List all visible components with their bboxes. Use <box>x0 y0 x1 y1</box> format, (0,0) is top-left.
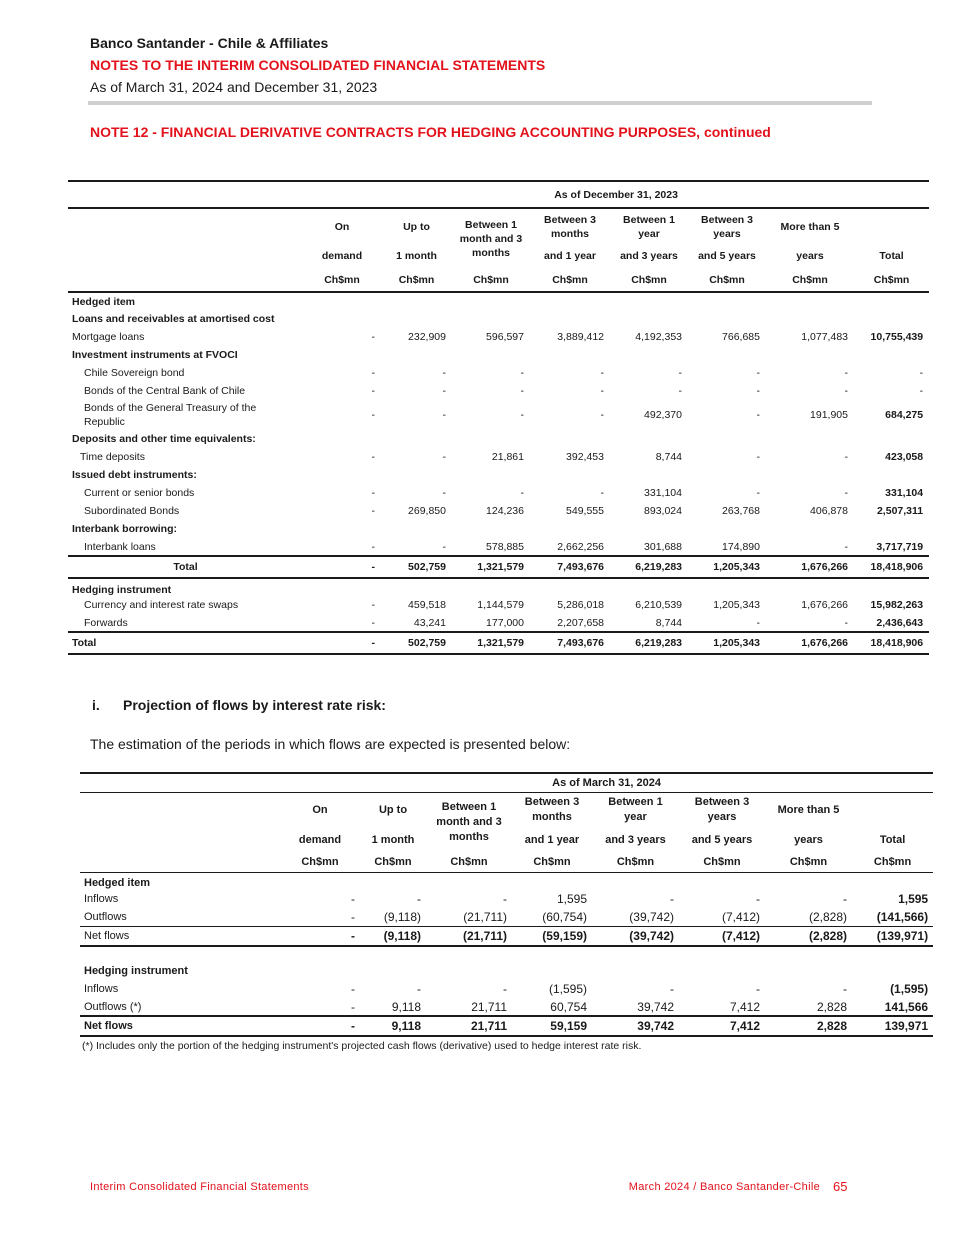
flow-projection-table-mar-2024 <box>80 772 933 1037</box>
cell: 21,711 <box>426 1016 512 1036</box>
cell: 6,219,283 <box>610 632 688 654</box>
col-header: Total <box>879 834 906 846</box>
row-label: Currency and interest rate swaps <box>84 599 239 611</box>
cell: (21,711) <box>463 909 507 924</box>
page-number: 65 <box>833 1179 848 1194</box>
cell: 124,236 <box>486 505 524 517</box>
cell: (59,159) <box>512 926 592 946</box>
col-header: Between 1 month and 3 months <box>436 800 502 843</box>
unit-label: Ch$mn <box>360 852 426 872</box>
col-header: and 3 years <box>620 250 678 262</box>
col-header: and 5 years <box>691 834 753 846</box>
cell: - <box>844 385 848 397</box>
cell: - <box>844 451 848 463</box>
unit-label: Ch$mn <box>426 852 512 872</box>
cell-total: - <box>919 367 924 379</box>
unit-label: Ch$mn <box>530 268 610 292</box>
col-header: Up to <box>403 220 430 233</box>
cell: - <box>303 632 381 654</box>
section-row <box>68 310 929 328</box>
row-label: Current or senior bonds <box>84 487 195 499</box>
row-label: Chile Sovereign bond <box>84 367 185 379</box>
section-row <box>68 430 929 448</box>
cell: - <box>417 892 421 906</box>
col-header: 1 month <box>396 250 437 262</box>
cell: 9,118 <box>391 999 421 1014</box>
cell: 7,412 <box>679 1016 765 1036</box>
footer-right: March 2024 / Banco Santander-Chile <box>628 1181 820 1193</box>
cell-total: 2,507,311 <box>876 505 924 517</box>
grand-total-row <box>68 632 929 654</box>
cell: - <box>280 926 360 946</box>
section-row <box>68 292 929 310</box>
cell: (9,118) <box>383 909 421 924</box>
cell: - <box>371 540 375 553</box>
hedged-items-table-dec-2023 <box>68 180 929 655</box>
table-row <box>68 614 929 632</box>
cell: 578,885 <box>486 540 524 553</box>
cell-total: 141,566 <box>884 999 929 1014</box>
cell: (2,828) <box>765 926 852 946</box>
col-header: On <box>312 804 328 817</box>
cell: - <box>371 487 375 499</box>
cell: 60,754 <box>550 999 587 1014</box>
section-row <box>80 962 933 980</box>
as-of-row <box>68 181 929 208</box>
section-label: Issued debt instruments: <box>72 469 197 481</box>
cell: 8,744 <box>655 451 682 463</box>
unit-label: Ch$mn <box>852 852 933 872</box>
cell: 301,688 <box>644 540 682 553</box>
cell: 2,662,256 <box>557 540 604 553</box>
unit-label: Ch$mn <box>766 268 854 292</box>
cell: - <box>600 487 604 499</box>
table-row <box>68 328 929 346</box>
cell: - <box>756 367 760 379</box>
unit-label: Ch$mn <box>280 852 360 872</box>
spacer-row <box>80 946 933 962</box>
cell: - <box>371 505 375 517</box>
cell: 1,676,266 <box>801 599 848 611</box>
cell: 392,453 <box>566 451 604 463</box>
table-row <box>68 448 929 466</box>
cell: (60,754) <box>542 909 587 924</box>
cell: 59,159 <box>512 1016 592 1036</box>
section-row <box>68 346 929 364</box>
cell: (2,828) <box>808 909 847 924</box>
unit-label: Ch$mn <box>452 268 530 292</box>
cell: - <box>371 385 375 397</box>
section-row <box>68 466 929 484</box>
cell: - <box>844 616 848 629</box>
cell: 5,286,018 <box>557 599 604 611</box>
cell: - <box>756 982 760 996</box>
cell: - <box>280 1016 360 1036</box>
cell: - <box>371 409 375 421</box>
table-row <box>68 596 929 614</box>
cell: 1,205,343 <box>688 632 766 654</box>
header-divider <box>88 101 872 105</box>
cell: 2,207,658 <box>557 616 604 629</box>
section-label: Deposits and other time equivalents: <box>72 433 256 445</box>
section-label: Hedging instrument <box>72 583 172 596</box>
table-row <box>68 502 929 520</box>
cell: (7,412) <box>679 926 765 946</box>
cell-total: (141,566) <box>876 909 929 924</box>
cell: 2,828 <box>765 1016 852 1036</box>
unit-label: Ch$mn <box>381 268 452 292</box>
cell: (39,742) <box>629 909 674 924</box>
cell: - <box>844 367 848 379</box>
cell-total: 18,418,906 <box>854 556 929 578</box>
col-header: Between 3 years <box>694 796 750 824</box>
cell: 893,024 <box>644 505 682 517</box>
cell: 263,768 <box>722 505 760 517</box>
cell: 7,493,676 <box>530 632 610 654</box>
cell: 177,000 <box>486 616 524 629</box>
section-row <box>68 578 929 596</box>
table-row <box>80 998 933 1016</box>
column-header-row <box>80 792 933 828</box>
notes-title: NOTES TO THE INTERIM CONSOLIDATED FINANCIAL STATEMENTS <box>90 57 546 73</box>
footnote: (*) Includes only the portion of the hedging instrument's projected cash flows (derivative) used to hedge interest rate risk. <box>82 1040 642 1052</box>
section-label: Loans and receivables at amortised cost <box>72 313 275 325</box>
table-row <box>80 890 933 908</box>
unit-label: Ch$mn <box>854 268 929 292</box>
intro-paragraph: The estimation of the periods in which flows are expected is presented below: <box>90 736 571 752</box>
section-label: Interbank borrowing: <box>72 523 177 535</box>
cell: 492,370 <box>644 409 682 421</box>
cell: - <box>843 982 847 996</box>
row-label: Net flows <box>80 1016 280 1036</box>
col-header: and 5 years <box>698 250 756 262</box>
cell: (9,118) <box>360 926 426 946</box>
cell: - <box>670 892 674 906</box>
units-row <box>68 268 929 292</box>
cell: - <box>678 385 682 397</box>
row-label: Interbank loans <box>84 540 156 553</box>
row-label: Inflows <box>84 983 119 995</box>
col-header: years <box>796 250 824 262</box>
section-row <box>68 520 929 538</box>
cell: 1,205,343 <box>688 556 766 578</box>
cell: - <box>442 385 446 397</box>
cell: 549,555 <box>566 505 604 517</box>
col-header: and 1 year <box>524 834 580 846</box>
section-label: Hedged item <box>72 295 136 308</box>
table-row <box>68 382 929 400</box>
unit-label: Ch$mn <box>610 268 688 292</box>
cell: 1,144,579 <box>477 599 524 611</box>
row-label <box>68 400 303 430</box>
company-name: Banco Santander - Chile & Affiliates <box>90 35 329 51</box>
cell: 2,828 <box>816 999 847 1014</box>
report-dates: As of March 31, 2024 and December 31, 2023 <box>90 79 378 95</box>
col-header: demand <box>298 834 342 846</box>
cell-total: 684,275 <box>885 409 924 421</box>
cell: 1,676,266 <box>766 632 854 654</box>
units-row <box>80 852 933 872</box>
cell: - <box>351 909 355 924</box>
table-row <box>68 400 929 430</box>
table-row <box>80 980 933 998</box>
table-row <box>80 908 933 926</box>
column-header-row <box>68 208 929 244</box>
cell: - <box>670 982 674 996</box>
cell: - <box>520 367 524 379</box>
table-row <box>68 364 929 382</box>
unit-label: Ch$mn <box>592 852 679 872</box>
unit-label: Ch$mn <box>512 852 592 872</box>
cell: 174,890 <box>722 540 760 553</box>
row-label: Net flows <box>80 926 280 946</box>
cell: 406,878 <box>810 505 848 517</box>
cell: - <box>756 487 760 499</box>
cell: - <box>371 367 375 379</box>
cell: 6,210,539 <box>635 599 682 611</box>
section-number: i. <box>92 697 100 713</box>
cell-total: - <box>919 385 924 397</box>
row-label: Total <box>68 556 303 578</box>
cell: 1,676,266 <box>766 556 854 578</box>
cell: - <box>756 451 760 463</box>
row-label: Bonds of the Central Bank of Chile <box>84 385 246 397</box>
net-flows-row <box>80 926 933 946</box>
cell: 1,077,483 <box>801 331 848 343</box>
cell-total: 18,418,906 <box>854 632 929 654</box>
cell: - <box>351 982 355 996</box>
row-label: Subordinated Bonds <box>84 505 180 517</box>
cell: - <box>844 487 848 499</box>
cell: 39,742 <box>592 1016 679 1036</box>
col-header: years <box>794 834 823 846</box>
footer-left: Interim Consolidated Financial Statements <box>90 1181 309 1193</box>
col-header: Between 3 months <box>524 796 580 824</box>
section-label: Hedging instrument <box>84 965 188 977</box>
cell: 766,685 <box>722 331 760 343</box>
table-row <box>68 484 929 502</box>
col-header: Between 1 year <box>623 213 675 240</box>
cell: - <box>303 556 381 578</box>
cell: - <box>844 540 848 553</box>
cell: - <box>520 487 524 499</box>
cell: 269,850 <box>408 505 446 517</box>
cell: 4,192,353 <box>635 331 682 343</box>
cell: 1,321,579 <box>452 556 530 578</box>
row-label: Inflows <box>84 893 119 905</box>
cell: 191,905 <box>810 409 848 421</box>
col-header: Between 1 year <box>608 796 663 824</box>
cell: 596,597 <box>486 331 524 343</box>
col-header: Between 3 years <box>701 213 753 240</box>
cell: - <box>600 409 604 421</box>
cell: 21,861 <box>491 451 524 463</box>
col-header: More than 5 <box>777 804 840 817</box>
cell: - <box>756 616 760 629</box>
cell: (39,742) <box>592 926 679 946</box>
cell-total: 15,982,263 <box>870 599 924 611</box>
cell: - <box>503 982 507 996</box>
cell: - <box>600 367 604 379</box>
cell: (1,595) <box>548 982 587 996</box>
cell: 39,742 <box>637 999 674 1014</box>
unit-label: Ch$mn <box>765 852 852 872</box>
row-label-line: Bonds of the General Treasury of the <box>84 402 257 414</box>
cell: - <box>442 540 446 553</box>
row-label: Forwards <box>84 616 128 629</box>
unit-label: Ch$mn <box>303 268 381 292</box>
section-heading <box>92 697 386 713</box>
net-flows-row <box>80 1016 933 1036</box>
section-label: Hedged item <box>84 877 151 890</box>
col-header: More than 5 <box>780 220 840 233</box>
cell: - <box>442 487 446 499</box>
cell: - <box>843 892 847 906</box>
cell: 7,412 <box>729 999 760 1014</box>
cell: 502,759 <box>381 556 452 578</box>
cell-total: 1,595 <box>898 892 929 906</box>
col-header: demand <box>321 250 363 262</box>
row-label: Outflows (*) <box>84 1000 142 1013</box>
cell: - <box>442 451 446 463</box>
cell: - <box>351 892 355 906</box>
col-header: Between 1 month and 3 months <box>459 218 523 259</box>
section-title: Projection of flows by interest rate risk: <box>123 697 386 713</box>
cell: - <box>756 385 760 397</box>
col-header: On <box>334 220 350 233</box>
total-row <box>68 556 929 578</box>
cell: 8,744 <box>655 616 682 629</box>
cell-total: 10,755,439 <box>870 331 924 343</box>
cell-total: (1,595) <box>890 982 929 996</box>
section-label: Investment instruments at FVOCI <box>72 349 238 361</box>
note-title: NOTE 12 - FINANCIAL DERIVATIVE CONTRACTS FOR HEDGING ACCOUNTING PURPOSES, continued <box>90 124 771 140</box>
cell: - <box>442 409 446 421</box>
cell: - <box>756 409 760 421</box>
cell: - <box>520 385 524 397</box>
col-header: Total <box>879 250 904 262</box>
cell: 6,219,283 <box>610 556 688 578</box>
as-of-label: As of December 31, 2023 <box>303 181 929 208</box>
col-header: Between 3 months <box>544 213 596 240</box>
col-header: 1 month <box>371 834 415 846</box>
cell-total: 139,971 <box>852 1016 933 1036</box>
cell: - <box>756 892 760 906</box>
unit-label: Ch$mn <box>688 268 766 292</box>
section-row <box>80 872 933 890</box>
cell: 232,909 <box>408 331 446 343</box>
cell: - <box>351 999 355 1014</box>
cell: 1,321,579 <box>452 632 530 654</box>
cell-total: 2,436,643 <box>876 616 924 629</box>
col-header: and 1 year <box>544 250 596 262</box>
cell: - <box>442 367 446 379</box>
cell: 1,595 <box>556 892 587 906</box>
cell: 1,205,343 <box>713 599 760 611</box>
row-label-line: Republic <box>84 416 125 428</box>
row-label: Mortgage loans <box>72 331 145 343</box>
cell: - <box>503 892 507 906</box>
col-header: and 3 years <box>605 834 666 846</box>
cell: 502,759 <box>381 632 452 654</box>
cell-total: 331,104 <box>885 487 924 499</box>
cell: - <box>371 599 375 611</box>
cell-total: (139,971) <box>852 926 933 946</box>
cell-total: 3,717,719 <box>876 540 924 553</box>
col-header: Up to <box>378 804 408 817</box>
as-of-label: As of March 31, 2024 <box>280 773 933 792</box>
cell: 21,711 <box>471 999 507 1014</box>
cell: (21,711) <box>426 926 512 946</box>
cell: - <box>371 616 375 629</box>
unit-label: Ch$mn <box>679 852 765 872</box>
table-row <box>68 538 929 556</box>
cell: 9,118 <box>360 1016 426 1036</box>
cell: 459,518 <box>408 599 446 611</box>
cell: 43,241 <box>413 616 446 629</box>
row-label: Time deposits <box>80 451 145 463</box>
cell: 331,104 <box>644 487 682 499</box>
cell: 3,889,412 <box>557 331 604 343</box>
cell: - <box>371 331 375 343</box>
cell: - <box>520 409 524 421</box>
cell: 7,493,676 <box>530 556 610 578</box>
cell: - <box>371 451 375 463</box>
cell: - <box>600 385 604 397</box>
cell: - <box>417 982 421 996</box>
row-label: Total <box>68 632 303 654</box>
as-of-row <box>80 773 933 792</box>
cell: - <box>678 367 682 379</box>
cell: (7,412) <box>721 909 760 924</box>
cell-total: 423,058 <box>885 451 924 463</box>
row-label: Outflows <box>84 910 127 923</box>
